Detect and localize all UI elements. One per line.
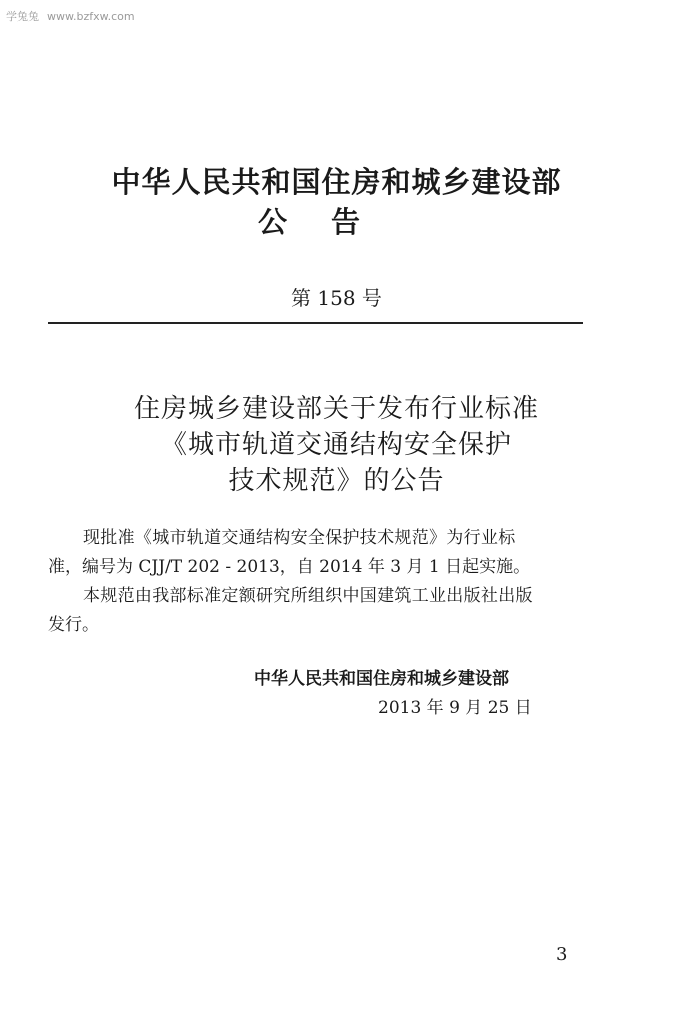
body-paragraph-2-line-1: 本规范由我部标准定额研究所组织中国建筑工业出版社出版 xyxy=(83,586,533,606)
watermark-site-url: www.bzfxw.com xyxy=(47,10,135,23)
body-paragraph-2-line-2: 发行。 xyxy=(48,615,99,635)
heading-line-3: 技术规范》的公告 xyxy=(228,466,445,496)
body-paragraph-1-line-2: 准，编号为 CJJ/T 202 - 2013，自 2014 年 3 月 1 日起实施。 xyxy=(48,557,531,577)
announcement-title: 公告 xyxy=(258,205,405,239)
body-paragraph-1-line-1: 现批准《城市轨道交通结构安全保护技术规范》为行业标 xyxy=(83,528,516,548)
document-number: 第 158 号 xyxy=(291,286,382,310)
issue-date: 2013 年 9 月 25 日 xyxy=(378,698,532,718)
page-number: 3 xyxy=(556,944,568,965)
watermark xyxy=(6,8,143,24)
header-divider xyxy=(48,322,583,324)
issuer-signature: 中华人民共和国住房和城乡建设部 xyxy=(254,669,509,689)
heading-line-1: 住房城乡建设部关于发布行业标准 xyxy=(133,394,539,424)
watermark-site-name: 学兔兔 xyxy=(6,10,39,23)
ministry-title: 中华人民共和国住房和城乡建设部 xyxy=(111,165,562,199)
heading-line-2: 《城市轨道交通结构安全保护 xyxy=(160,430,512,460)
